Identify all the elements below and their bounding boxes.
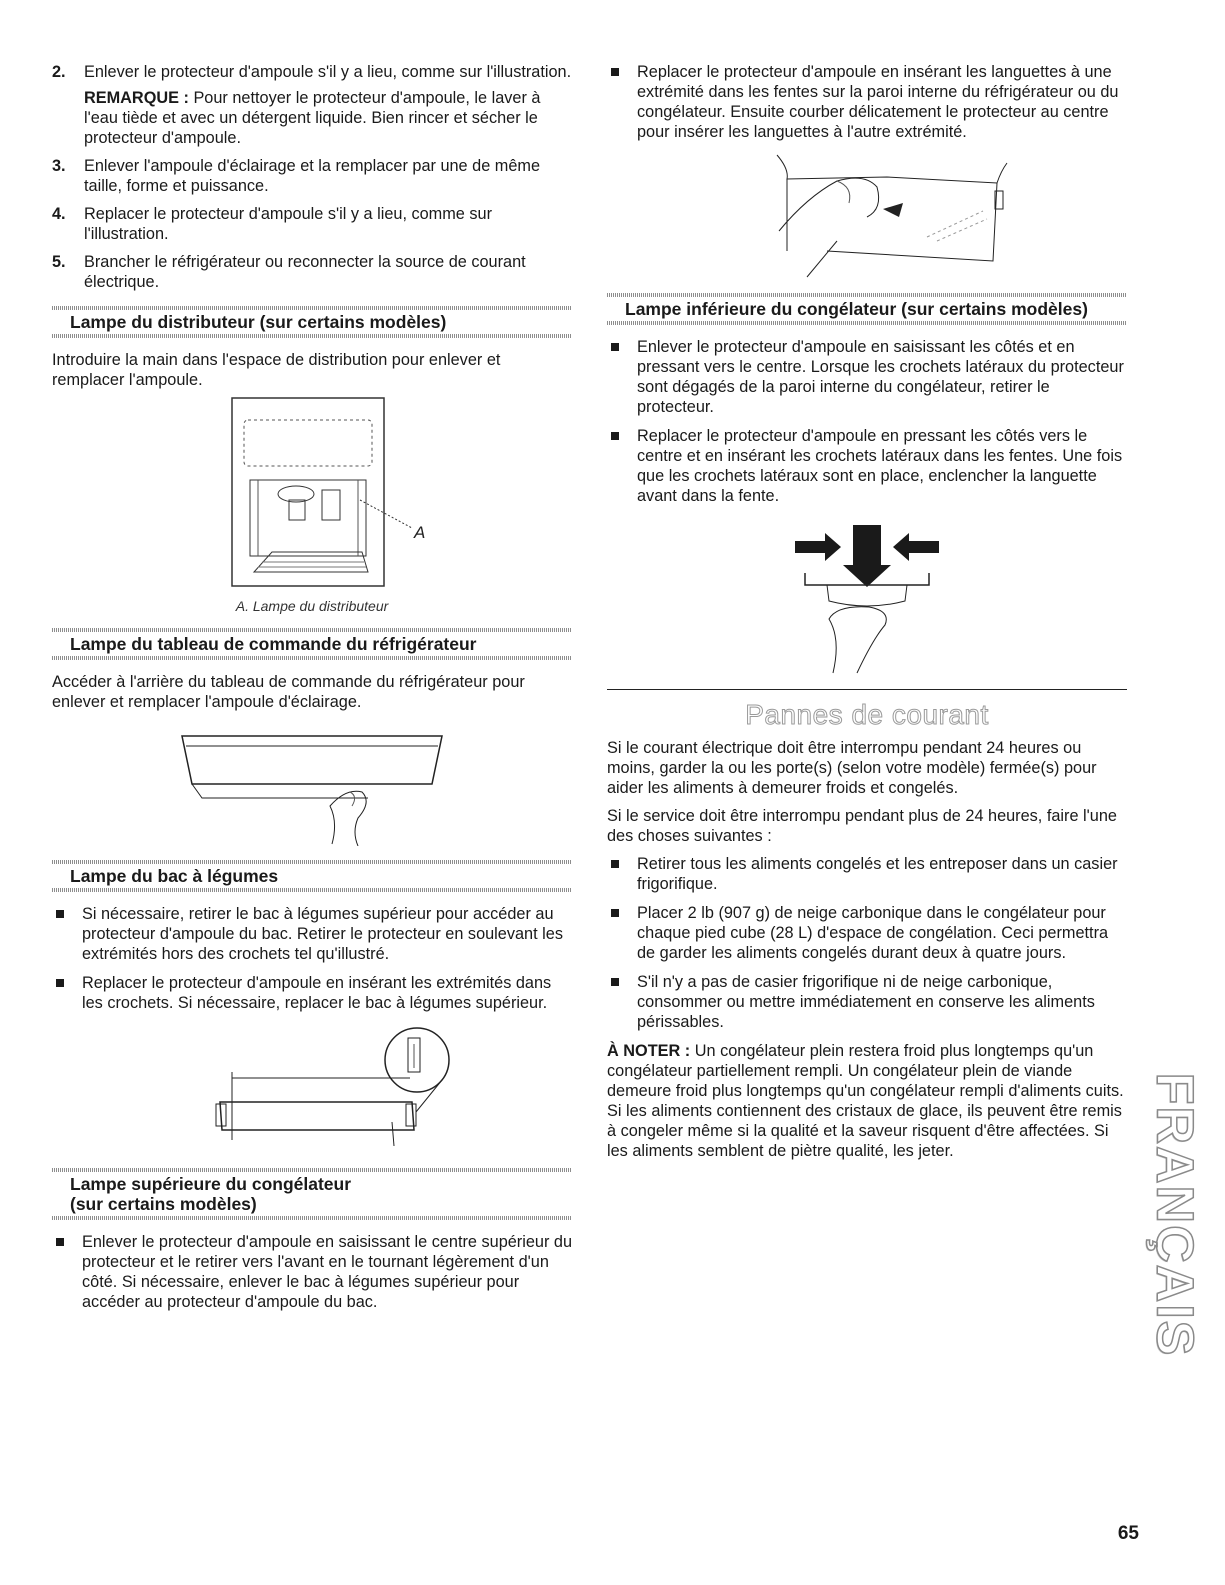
power-outage-title: Pannes de courant xyxy=(607,689,1127,732)
step-item xyxy=(52,156,572,196)
language-side-tab: FRANÇAIS xyxy=(1145,1072,1204,1358)
list-item: Replacer le protecteur d'ampoule en insérant les languettes à une extrémité dans les fentes sur la paroi interne du réfrigérateur ou du congélateur. Ensuite courber délicatement le protecteur au centre pour insérer les languettes à l'autre extrémité. xyxy=(607,62,1127,142)
lower-freezer-list xyxy=(607,337,1127,506)
step-text: Enlever l'ampoule d'éclairage et la remplacer par une de même taille, forme et puissance. xyxy=(84,157,541,195)
lower-freezer-heading: Lampe inférieure du congélateur (sur certains modèles) xyxy=(607,293,1127,325)
step-text: Brancher le réfrigérateur ou reconnecter la source de courant électrique. xyxy=(84,253,526,291)
steps-list xyxy=(52,62,572,292)
dispenser-caption: A. Lampe du distributeur xyxy=(235,598,389,614)
upper-freezer-heading: Lampe supérieure du congélateur (sur certains modèles) xyxy=(52,1168,572,1220)
page-number: 65 xyxy=(1117,1523,1139,1544)
list-item: Retirer tous les aliments congelés et les entreposer dans un casier frigorifique. xyxy=(607,854,1127,894)
control-heading: Lampe du tableau de commande du réfrigérateur xyxy=(52,628,572,660)
note-text: Un congélateur plein restera froid plus longtemps qu'un congélateur partiellement rempli. Un congélateur plein de viande demeure froid plus longtemps qu'un congélateur rempli d'aliments cuits. Si les aliments contiennent des cristaux de glace, ils peuvent être remis à congeler même si la qualité et la saveur risquent d'être affectées. Si les aliments semblent de piètre qualité, les jeter. xyxy=(607,1042,1124,1160)
step-item xyxy=(52,204,572,244)
crisper-list xyxy=(52,904,572,1013)
step-text: Replacer le protecteur d'ampoule s'il y a lieu, comme sur l'illustration. xyxy=(84,205,493,243)
arrow-down-icon xyxy=(843,565,891,587)
step-number: 2. xyxy=(52,63,66,81)
list-item: Replacer le protecteur d'ampoule en insérant les extrémités dans les crochets. Si nécessaire, replacer le bac à légumes supérieur. xyxy=(52,973,572,1013)
shield-insert-illustration xyxy=(707,151,1027,279)
power-list xyxy=(607,854,1127,1032)
list-item: Replacer le protecteur d'ampoule en pressant les côtés vers le centre et en insérant les crochets latéraux dans les fentes. Une fois que les crochets latéraux sont en place, enclencher la languette avant dans la fente. xyxy=(607,426,1127,506)
power-paragraph-1: Si le courant électrique doit être interrompu pendant 24 heures ou moins, garder la ou les porte(s) (selon votre modèle) fermée(s) pour aider les aliments à demeurer froids et congelés. xyxy=(607,739,1097,797)
squeeze-shield-illustration xyxy=(777,515,957,675)
dispenser-text: Introduire la main dans l'espace de distribution pour enlever et remplacer l'ampoule. xyxy=(52,351,501,389)
bullet-icon xyxy=(56,910,64,918)
list-item: Si nécessaire, retirer le bac à légumes supérieur pour accéder au protecteur d'ampoule du bac. Retirer le protecteur en soulevant les extrémités hors des crochets tel qu'illustré. xyxy=(52,904,572,964)
arrow-right-icon xyxy=(795,533,841,561)
figure-label-a: A xyxy=(414,523,426,542)
crisper-heading: Lampe du bac à légumes xyxy=(52,860,572,892)
bullet-icon xyxy=(56,1238,64,1246)
bullet-icon xyxy=(56,979,64,987)
step-item xyxy=(52,62,572,148)
crisper-illustration xyxy=(162,1022,462,1154)
step-text: Enlever le protecteur d'ampoule s'il y a lieu, comme sur l'illustration. xyxy=(84,63,572,81)
list-item: Enlever le protecteur d'ampoule en saisissant les côtés et en pressant vers le centre. Lorsque les crochets latéraux du protecteur sont dégagés de la paroi interne du congélateur, retirer le protecteur. xyxy=(607,337,1127,417)
dispenser-heading: Lampe du distributeur (sur certains modèles) xyxy=(52,306,572,338)
remarque-note xyxy=(84,88,572,148)
step-item xyxy=(52,252,572,292)
bullet-icon xyxy=(611,978,619,986)
left-column xyxy=(52,62,572,1321)
step-number: 5. xyxy=(52,253,66,271)
remarque-label: REMARQUE : xyxy=(84,89,189,107)
power-paragraph-2: Si le service doit être interrompu pendant plus de 24 heures, faire l'une des choses suivantes : xyxy=(607,807,1117,845)
bullet-icon xyxy=(611,343,619,351)
list-item: Enlever le protecteur d'ampoule en saisissant le centre supérieur du protecteur et le retirer vers l'avant en le tournant légèrement d'un côté. Si nécessaire, enlever le bac à légumes supérieur pour accéder au protecteur d'ampoule du bac. xyxy=(52,1232,572,1312)
bullet-icon xyxy=(611,909,619,917)
right-column xyxy=(607,62,1127,1161)
bullet-icon xyxy=(611,432,619,440)
dispenser-illustration xyxy=(192,396,432,592)
note-label: À NOTER : xyxy=(607,1042,691,1060)
step-number: 3. xyxy=(52,157,66,175)
arrow-left-icon xyxy=(893,533,939,561)
remarque-text: Pour nettoyer le protecteur d'ampoule, le laver à l'eau tiède et avec un détergent liquide. Bien rincer et sécher le protecteur d'ampoule. xyxy=(84,89,541,147)
bullet-icon xyxy=(611,860,619,868)
list-item: Placer 2 lb (907 g) de neige carbonique dans le congélateur pour chaque pied cube (28 L) d'espace de congélation. Ceci permettra de garder les aliments congelés durant deux à quatre jours. xyxy=(607,903,1127,963)
list-item: S'il n'y a pas de casier frigorifique ni de neige carbonique, consommer ou mettre immédiatement en conserve les aliments périssables. xyxy=(607,972,1127,1032)
upper-freezer-list xyxy=(52,1232,572,1312)
step-number: 4. xyxy=(52,205,66,223)
control-text: Accéder à l'arrière du tableau de commande du réfrigérateur pour enlever et remplacer l'ampoule d'éclairage. xyxy=(52,673,525,711)
control-illustration xyxy=(162,718,462,846)
power-note xyxy=(607,1041,1127,1161)
bullet-icon xyxy=(611,68,619,76)
top-list xyxy=(607,62,1127,142)
